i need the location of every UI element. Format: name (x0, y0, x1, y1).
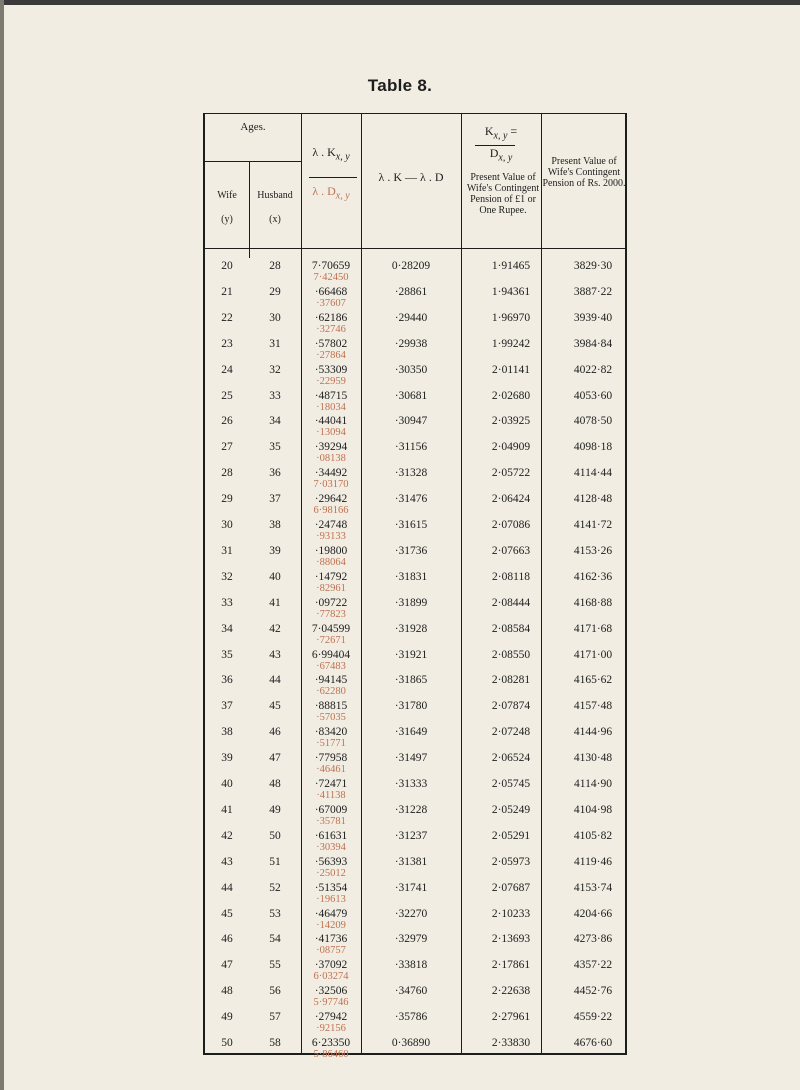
lambda-k-cell: ·66468 (314, 285, 348, 298)
present-value-total-cell: 4157·48 (573, 700, 613, 713)
lambda-k-cell: ·37092 (314, 959, 348, 972)
wife-age-cell: 37 (221, 700, 233, 713)
present-value-total-cell: 4153·26 (573, 544, 613, 557)
difference-cell: ·31921 (394, 648, 428, 661)
present-value-unit-cell: 2·04909 (491, 441, 531, 454)
present-value-unit-cell: 1·96970 (491, 311, 531, 324)
husband-age-cell: 37 (269, 493, 281, 506)
present-value-total-cell: 4114·90 (574, 778, 612, 790)
lambda-d-cell: ·37607 (316, 297, 346, 309)
husband-age-cell: 50 (269, 829, 281, 842)
husband-age-cell: 48 (269, 778, 281, 790)
present-value-total-cell: 4162·36 (573, 570, 613, 583)
present-value-unit-cell: 2·08444 (491, 596, 531, 609)
difference-cell: ·31228 (394, 803, 428, 816)
present-value-total-cell: 4144·96 (573, 726, 613, 739)
col3-fraction-line (309, 177, 357, 178)
wife-age-cell: 39 (221, 752, 233, 765)
difference-cell: ·32270 (394, 907, 428, 920)
wife-age-cell: 45 (221, 907, 233, 920)
wife-age-cell: 23 (221, 337, 233, 350)
difference-cell: ·31328 (394, 467, 428, 480)
lambda-d-cell: ·82961 (316, 582, 346, 594)
present-value-unit-cell: 2·08281 (491, 674, 531, 687)
husband-age-cell: 41 (269, 596, 281, 609)
husband-age-cell: 43 (269, 648, 281, 661)
wife-age-cell: 33 (221, 596, 233, 609)
lambda-d-cell: ·62280 (316, 686, 346, 698)
lambda-d-cell: 6·98166 (313, 505, 349, 517)
difference-cell: ·30947 (394, 415, 428, 428)
lambda-d-cell: ·67483 (316, 660, 346, 672)
present-value-total-cell: 4357·22 (573, 959, 613, 972)
difference-cell: ·35786 (394, 1011, 428, 1024)
husband-age-cell: 36 (269, 467, 281, 480)
present-value-total-cell: 4452·76 (573, 985, 613, 998)
husband-age-cell: 31 (269, 337, 281, 350)
lambda-k-cell: 7·04599 (311, 622, 351, 635)
lambda-k-header: λ . $K_{x, y}$ (312, 145, 350, 163)
lambda-d-cell: ·41138 (316, 790, 346, 801)
annuity-table (203, 113, 627, 1060)
difference-cell: ·31928 (394, 622, 428, 635)
wife-age-cell: 34 (221, 622, 233, 635)
husband-age-cell: 46 (269, 726, 281, 739)
difference-cell: ·31497 (394, 752, 428, 765)
present-value-total-cell: 4204·66 (573, 907, 613, 920)
present-value-unit-header: Present Value of Wife's Contingent Pension of £1 or One Rupee. (466, 172, 540, 216)
wife-age-cell: 20 (221, 260, 233, 272)
wife-age-cell: 32 (221, 570, 233, 583)
difference-cell: ·32979 (394, 933, 428, 946)
present-value-unit-cell: 2·05973 (491, 855, 531, 868)
difference-cell: ·31476 (394, 493, 428, 506)
wife-age-cell: 35 (221, 648, 233, 661)
husband-age-cell: 29 (269, 285, 281, 298)
lambda-d-cell: ·18034 (316, 401, 346, 413)
wife-age-cell: 47 (221, 959, 233, 972)
difference-cell: ·30681 (394, 389, 428, 402)
husband-header: Husband (257, 190, 293, 201)
present-value-unit-cell: 2·13693 (491, 933, 531, 946)
lambda-k-cell: ·67009 (314, 803, 348, 816)
wife-age-cell: 21 (221, 285, 233, 298)
difference-cell: ·31333 (394, 778, 428, 790)
lambda-k-cell: ·94145 (314, 674, 348, 687)
husband-age-cell: 54 (269, 933, 281, 946)
lambda-k-cell: ·62186 (314, 311, 348, 324)
lambda-d-cell: ·30394 (316, 841, 346, 853)
wife-age-cell: 29 (221, 493, 233, 506)
difference-cell: ·29938 (394, 337, 428, 350)
present-value-total-cell: 4104·98 (573, 803, 613, 816)
present-value-unit-cell: 2·01141 (492, 363, 530, 376)
husband-age-cell: 55 (269, 959, 281, 972)
ratio-numerator: $K_{x, y}$ = (484, 124, 518, 142)
husband-age-cell: 42 (269, 622, 281, 635)
lambda-k-cell: ·72471 (314, 778, 348, 790)
lambda-k-cell: ·29642 (314, 493, 348, 506)
lambda-d-cell: ·32746 (316, 323, 346, 335)
wife-age-cell: 28 (221, 467, 233, 480)
page-title: Table 8. (367, 76, 433, 95)
husband-symbol: (x) (269, 214, 281, 225)
lambda-k-cell: ·27942 (314, 1011, 348, 1024)
lambda-d-cell: ·88064 (316, 556, 346, 568)
present-value-total-cell: 4128·48 (573, 493, 613, 506)
ratio-d-label: D (489, 146, 499, 160)
present-value-unit-cell: 2·10233 (491, 907, 531, 920)
present-value-unit-cell: 2·08118 (492, 570, 530, 583)
present-value-unit-cell: 2·05291 (491, 829, 531, 842)
lambda-k-label: λ . K (312, 145, 336, 159)
difference-cell: ·31156 (394, 441, 428, 454)
ages-underline (205, 161, 301, 162)
lambda-d-cell: ·77823 (316, 608, 346, 620)
present-value-total-cell: 4053·60 (573, 389, 613, 402)
difference-cell: ·33818 (394, 959, 428, 972)
lambda-k-cell: ·46479 (314, 907, 348, 920)
wife-age-cell: 49 (221, 1011, 233, 1024)
lambda-d-cell: ·19613 (316, 893, 346, 905)
husband-age-cell: 44 (269, 674, 281, 687)
lambda-d-cell: ·08757 (316, 945, 346, 957)
difference-cell: 0·36890 (391, 1037, 431, 1049)
present-value-unit-cell: 2·03925 (491, 415, 531, 428)
lambda-k-cell: 6·99404 (311, 648, 351, 661)
present-value-total-cell: 4171·00 (573, 648, 613, 661)
lambda-k-cell: 7·70659 (311, 260, 351, 272)
husband-age-cell: 45 (269, 700, 281, 713)
present-value-total-cell: 4022·82 (573, 363, 613, 376)
husband-age-cell: 56 (269, 985, 281, 998)
lambda-k-cell: 6·23350 (311, 1037, 351, 1049)
lambda-k-cell: ·44041 (314, 415, 348, 428)
present-value-total-cell: 3887·22 (573, 285, 613, 298)
difference-cell: ·28861 (394, 285, 428, 298)
present-value-unit-cell: 2·05745 (491, 778, 531, 790)
present-value-total-cell: 3984·84 (573, 337, 613, 350)
difference-cell: ·34760 (394, 985, 428, 998)
present-value-unit-cell: 2·07687 (491, 881, 531, 894)
present-value-unit-cell: 2·08584 (491, 622, 531, 635)
ratio-denominator: $D_{x, y}$ (489, 146, 513, 164)
present-value-total-cell: 3939·40 (573, 311, 613, 324)
present-value-total-cell: 3829·30 (573, 260, 613, 272)
present-value-unit-cell: 2·05249 (491, 803, 531, 816)
lambda-d-header: λ . $D_{x, y}$ (312, 184, 350, 202)
lambda-d-cell: ·92156 (316, 1023, 346, 1035)
present-value-unit-cell: 2·06524 (491, 752, 531, 765)
lambda-d-cell: 7·42450 (313, 272, 349, 283)
present-value-unit-cell: 2·17861 (491, 959, 531, 972)
present-value-unit-cell: 2·07086 (491, 519, 531, 531)
lambda-d-cell: ·27864 (316, 349, 346, 361)
husband-age-cell: 53 (269, 907, 281, 920)
page-top-edge (0, 0, 800, 5)
page-left-edge (0, 0, 4, 1090)
husband-age-cell: 30 (269, 311, 281, 324)
present-value-total-cell: 4105·82 (573, 829, 613, 842)
lambda-k-cell: ·14792 (314, 570, 348, 583)
wife-age-cell: 31 (221, 544, 233, 557)
ratio-k-label: K (484, 124, 494, 138)
wife-age-cell: 41 (221, 803, 233, 816)
lambda-k-cell: ·83420 (314, 726, 348, 739)
present-value-total-cell: 4676·60 (573, 1037, 613, 1049)
wife-age-cell: 27 (221, 441, 233, 454)
lambda-k-cell: ·39294 (314, 441, 348, 454)
difference-cell: ·31865 (394, 674, 428, 687)
header-bottom-rule (205, 248, 625, 249)
ages-header: Ages. (240, 121, 266, 133)
lambda-d-cell: ·13094 (316, 427, 346, 439)
present-value-unit-cell: 2·05722 (491, 467, 531, 480)
wife-age-cell: 46 (221, 933, 233, 946)
lambda-d-cell: ·51771 (316, 738, 346, 750)
husband-age-cell: 51 (269, 855, 281, 868)
wife-header: Wife (217, 190, 237, 201)
husband-age-cell: 58 (269, 1037, 281, 1049)
difference-cell: ·31899 (394, 596, 428, 609)
present-value-total-header: Present Value of Wife's Contingent Pension of Rs. 2000. (542, 156, 626, 189)
difference-cell: ·31615 (394, 519, 428, 531)
wife-age-cell: 40 (221, 778, 233, 790)
present-value-total-cell: 4098·18 (573, 441, 613, 454)
wife-age-cell: 24 (221, 363, 233, 376)
present-value-unit-cell: 2·07874 (491, 700, 531, 713)
present-value-unit-cell: 1·91465 (491, 260, 531, 272)
present-value-total-cell: 4078·50 (573, 415, 613, 428)
wife-age-cell: 22 (221, 311, 233, 324)
wife-age-cell: 26 (221, 415, 233, 428)
wife-age-cell: 48 (221, 985, 233, 998)
present-value-unit-cell: 2·07248 (491, 726, 531, 739)
lambda-d-cell: 5·86460 (313, 1049, 349, 1060)
difference-cell: ·31780 (394, 700, 428, 713)
wife-age-cell: 43 (221, 855, 233, 868)
present-value-total-cell: 4168·88 (573, 596, 613, 609)
present-value-total-cell: 4141·72 (573, 519, 613, 531)
husband-age-cell: 40 (269, 570, 281, 583)
lambda-d-cell: ·22959 (316, 375, 346, 387)
lambda-k-cell: ·34492 (314, 467, 348, 480)
husband-age-cell: 33 (269, 389, 281, 402)
lambda-k-cell: ·61631 (314, 829, 348, 842)
difference-cell: ·31237 (394, 829, 428, 842)
wife-age-cell: 36 (221, 674, 233, 687)
lambda-d-cell: ·46461 (316, 764, 346, 776)
lambda-d-cell: ·72671 (316, 634, 346, 646)
difference-cell: ·31649 (394, 726, 428, 739)
difference-cell: ·31736 (394, 544, 428, 557)
lambda-d-cell: ·57035 (316, 712, 346, 724)
difference-cell: ·31741 (394, 881, 428, 894)
lambda-d-cell: 7·03170 (313, 479, 349, 491)
husband-age-cell: 39 (269, 544, 281, 557)
present-value-unit-cell: 2·02680 (491, 389, 531, 402)
difference-cell: ·29440 (394, 311, 428, 324)
husband-age-cell: 57 (269, 1011, 281, 1024)
lambda-k-cell: ·41736 (314, 933, 348, 946)
lambda-d-cell: ·14209 (316, 919, 346, 931)
wife-age-cell: 30 (221, 519, 233, 531)
lambda-k-cell: ·19800 (314, 544, 348, 557)
lambda-k-cell: ·56393 (314, 855, 348, 868)
lambda-d-cell: ·25012 (316, 867, 346, 879)
lambda-d-label: λ . D (312, 184, 336, 198)
lambda-k-cell: ·09722 (314, 596, 348, 609)
lambda-k-cell: ·88815 (314, 700, 348, 713)
present-value-total-cell: 4119·46 (574, 855, 612, 868)
present-value-unit-cell: 2·08550 (491, 648, 531, 661)
difference-cell: ·30350 (394, 363, 428, 376)
lambda-d-cell: 5·97746 (313, 997, 349, 1009)
present-value-unit-cell: 1·99242 (491, 337, 531, 350)
wife-age-cell: 38 (221, 726, 233, 739)
present-value-total-cell: 4171·68 (573, 622, 613, 635)
husband-age-cell: 49 (269, 803, 281, 816)
present-value-unit-cell: 2·33830 (491, 1037, 531, 1049)
husband-age-cell: 32 (269, 363, 281, 376)
difference-cell: ·31831 (394, 570, 428, 583)
present-value-unit-cell: 1·94361 (491, 285, 531, 298)
wife-age-cell: 42 (221, 829, 233, 842)
lambda-k-cell: ·24748 (314, 519, 348, 531)
wife-age-cell: 50 (221, 1037, 233, 1049)
husband-age-cell: 35 (269, 441, 281, 454)
present-value-unit-cell: 2·06424 (491, 493, 531, 506)
difference-header: λ . K — λ . D (378, 170, 444, 184)
present-value-total-cell: 4114·44 (574, 467, 612, 480)
difference-cell: 0·28209 (391, 260, 431, 272)
present-value-total-cell: 4165·62 (573, 674, 613, 687)
husband-age-cell: 38 (269, 519, 281, 531)
husband-age-cell: 52 (269, 881, 281, 894)
present-value-unit-cell: 2·07663 (491, 544, 531, 557)
lambda-k-cell: ·48715 (314, 389, 348, 402)
present-value-total-cell: 4130·48 (573, 752, 613, 765)
lambda-d-cell: ·35781 (316, 815, 346, 827)
lambda-k-cell: ·77958 (314, 752, 348, 765)
present-value-total-cell: 4153·74 (573, 881, 613, 894)
present-value-total-cell: 4559·22 (573, 1011, 613, 1024)
lambda-k-cell: ·51354 (314, 881, 348, 894)
difference-cell: ·31381 (394, 855, 428, 868)
present-value-unit-cell: 2·22638 (491, 985, 531, 998)
table-row (205, 1037, 625, 1067)
husband-age-cell: 47 (269, 752, 281, 765)
lambda-k-cell: ·32506 (314, 985, 348, 998)
present-value-total-cell: 4273·86 (573, 933, 613, 946)
wife-age-cell: 44 (221, 881, 233, 894)
lambda-d-cell: ·08138 (316, 453, 346, 465)
husband-age-cell: 28 (269, 260, 281, 272)
lambda-d-cell: 6·03274 (313, 971, 349, 983)
lambda-k-cell: ·53309 (314, 363, 348, 376)
husband-age-cell: 34 (269, 415, 281, 428)
wife-husband-divider (249, 161, 250, 258)
wife-symbol: (y) (221, 214, 233, 225)
present-value-unit-cell: 2·27961 (491, 1011, 531, 1024)
wife-age-cell: 25 (221, 389, 233, 402)
lambda-k-cell: ·57802 (314, 337, 348, 350)
lambda-d-cell: ·93133 (316, 531, 346, 542)
